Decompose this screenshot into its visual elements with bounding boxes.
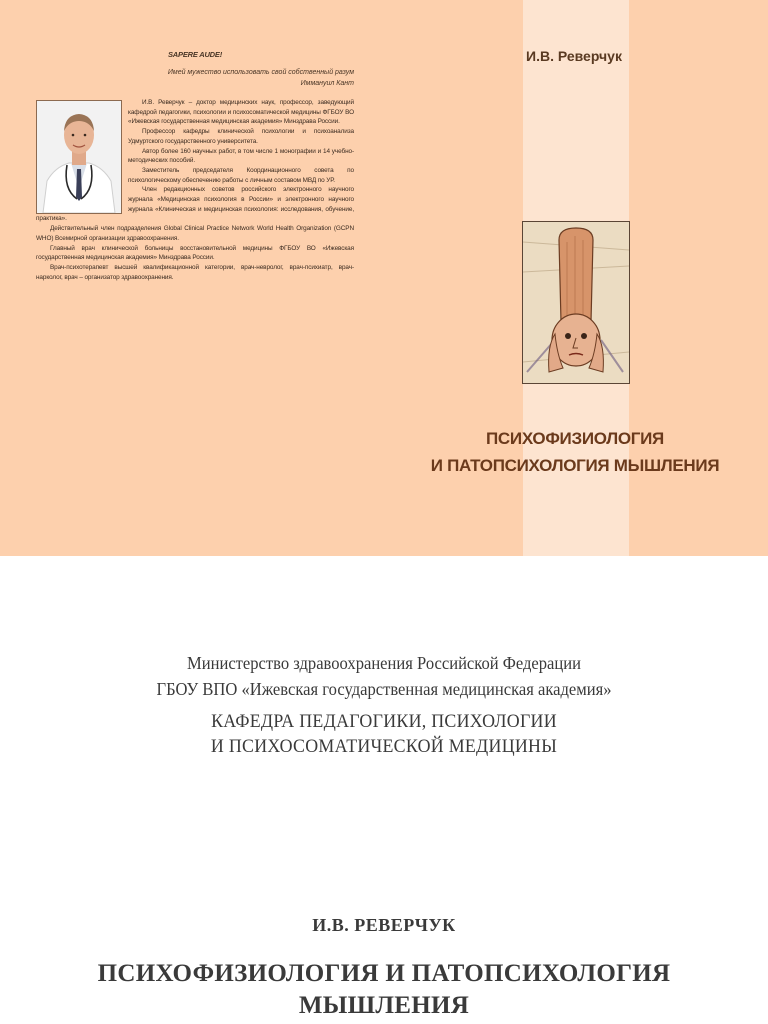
academy-line: ГБОУ ВПО «Ижевская государственная медицинская академия»	[156, 679, 612, 699]
department-line: КАФЕДРА ПЕДАГОГИКИ, ПСИХОЛОГИИ	[211, 711, 557, 732]
title-page-author: И.В. РЕВЕРЧУК	[312, 915, 456, 935]
bio-paragraph: Врач-психотерапевт высшей квалификационной категории, врач-невролог, врач-психиатр, врач-нарколог, врач – организатор здравоохранения.	[36, 263, 354, 281]
author-biography	[36, 98, 354, 282]
cover-illustration	[522, 221, 630, 384]
cover-title-line: ПСИХОФИЗИОЛОГИЯ	[486, 429, 664, 448]
department-block	[23, 709, 745, 759]
bio-paragraph: Главный врач клинической больницы восстановительной медицины ФГБОУ ВО «Ижевская государственная медицинская академия» Минздрава России.	[36, 244, 354, 262]
department-line: И ПСИХОСОМАТИЧЕСКОЙ МЕДИЦИНЫ	[210, 736, 558, 757]
title-line: МЫШЛЕНИЯ	[298, 992, 470, 1019]
motto-quote: Имей мужество использовать свой собственный разум	[167, 69, 354, 76]
cover-book-title	[395, 425, 755, 479]
title-page	[0, 556, 768, 1024]
cover-author: И.В. Реверчук	[526, 48, 622, 64]
ministry-block	[31, 650, 738, 702]
bio-paragraph: Профессор кафедры клинической психологии и психоанализа Удмуртского государственного университета.	[128, 128, 354, 145]
motto-title: SAPERE AUDE!	[168, 50, 222, 59]
motto-attribution: Иммануил Кант	[300, 80, 354, 87]
bio-paragraph: Автор более 160 научных работ, в том числе 1 монографии и 14 учебно-методических пособий.	[128, 147, 354, 165]
bio-paragraph: Действительный член подразделения Global Clinical Practice Network World Health Organization (GCPN WHO) Всемирной организации здравоохранения.	[36, 225, 354, 242]
cover-title-line: И ПАТОПСИХОЛОГИЯ МЫШЛЕНИЯ	[430, 456, 720, 475]
title-page-book-title	[0, 958, 768, 1022]
bio-paragraph: Заместитель председателя Координационного совета по психологическому обеспечению работы с личным составом МВД по УР.	[128, 166, 354, 184]
title-line: ПСИХОФИЗИОЛОГИЯ И ПАТОПСИХОЛОГИЯ	[97, 960, 671, 987]
ministry-line: Министерство здравоохранения Российской Федерации	[187, 653, 581, 673]
bio-paragraph: И.В. Реверчук – доктор медицинских наук, профессор, заведующий кафедрой педагогики, психологии и психосоматической медицины ФГБОУ ВО «Ижевская государственная медицинская академия» Минздрава России.	[128, 99, 354, 126]
bio-paragraph: Член редакционных советов российского электронного научного журнала «Медицинская психология в России» и электронного научного журнала «Клиническая и медицинская психология: исследования, обучение, практика».	[36, 186, 354, 223]
